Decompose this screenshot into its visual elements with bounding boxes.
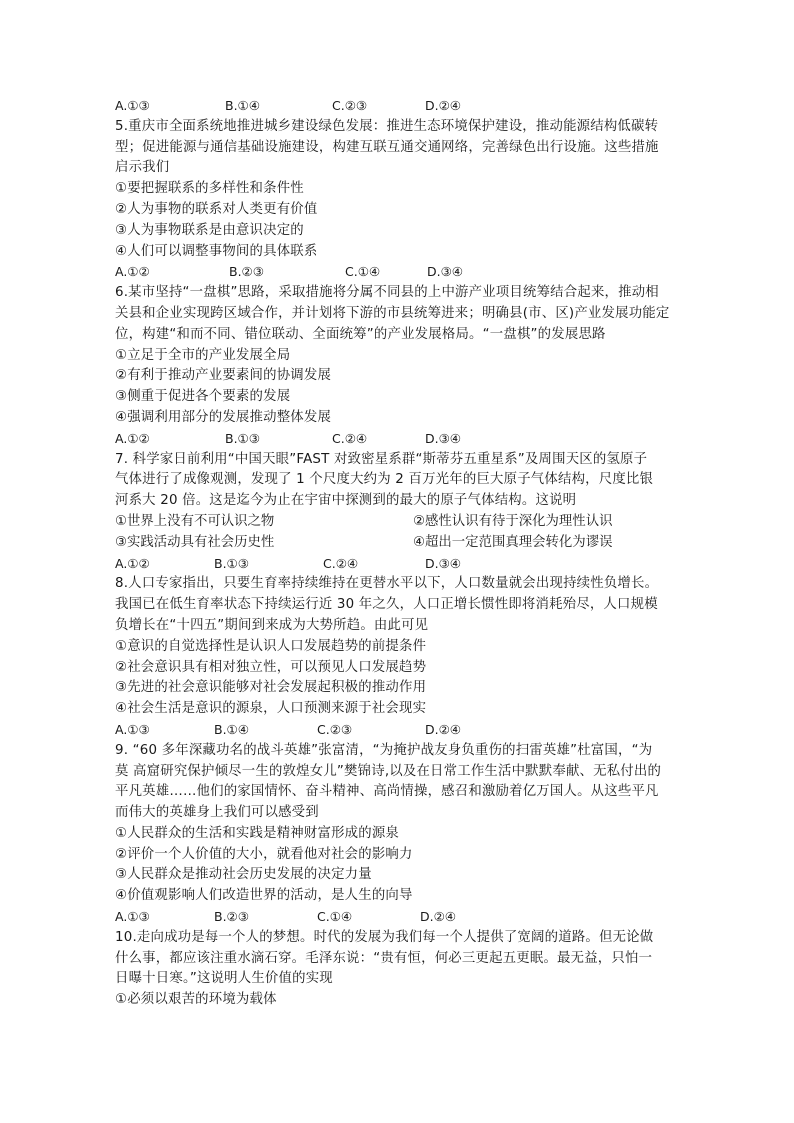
q7-options-row — [115, 533, 675, 554]
choice-a: A.①② — [115, 430, 150, 446]
q9-stem-line: 平凡英雄……他们的家国情怀、奋斗精神、高尚情操，感召和激励着亿万国人。从这些平凡 — [115, 784, 659, 800]
q9-choices — [115, 907, 675, 928]
choice-b: B.②③ — [214, 909, 249, 925]
q6-stem-line: 6.某市坚持“一盘棋”思路，采取措施将分属不同县的上中游产业项目统筹结合起来，推动相 — [115, 285, 659, 301]
choice-d: D.③④ — [425, 555, 462, 571]
q7-option: ③实践活动具有社会历史性 — [115, 534, 275, 550]
q6-option: ④强调利用部分的发展推动整体发展 — [115, 409, 332, 425]
q5-option: ①要把握联系的多样性和条件性 — [115, 181, 304, 197]
choice-a: A.①② — [115, 555, 150, 571]
choice-a: A.①③ — [115, 98, 150, 113]
q9-option: ①人民群众的生活和实践是精神财富形成的源泉 — [115, 825, 400, 841]
q8-choices — [115, 720, 675, 741]
choice-d: D.③④ — [425, 430, 462, 446]
q6-option: ③侧重于促进各个要素的发展 — [115, 389, 291, 405]
q9-stem-line: 而伟大的英雄身上我们可以感受到 — [115, 805, 319, 821]
choice-d: D.③④ — [427, 264, 464, 280]
q8-option: ④社会生活是意识的源泉，人口预测来源于社会现实 — [115, 701, 427, 717]
choice-c: C.①④ — [317, 909, 353, 925]
q6-option: ①立足于全市的产业发展全局 — [115, 347, 291, 363]
choice-b: B.②③ — [229, 264, 264, 280]
choice-a: A.①② — [115, 264, 150, 280]
choice-a: A.①③ — [115, 909, 150, 925]
q8-option: ③先进的社会意识能够对社会发展起积极的推动作用 — [115, 680, 427, 696]
q10-stem-line: 什么事，都应该注重水滴石穿。毛泽东说：“贵有恒，何必三更起五更眠。最无益，只怕一 — [115, 950, 653, 966]
choice-d: D.②④ — [420, 909, 457, 925]
choice-b: B.①③ — [225, 430, 260, 446]
q10-stem-line: 日曝十日寒。”这说明人生价值的实现 — [115, 971, 333, 987]
choice-d: D.②④ — [425, 721, 462, 737]
q8-option: ①意识的自觉选择性是认识人口发展趋势的前提条件 — [115, 638, 427, 654]
q7-option: ④超出一定范围真理会转化为谬误 — [413, 534, 613, 550]
q7-options-row — [115, 512, 675, 533]
q7-stem-line: 河系大 20 倍。这是迄今为止在宇宙中探测到的最大的原子气体结构。这说明 — [115, 493, 577, 509]
q10-stem-line: 10.走向成功是每一个人的梦想。时代的发展为我们每一个人提供了宽阔的道路。但无论做 — [115, 929, 654, 945]
q10-option: ①必须以艰苦的环境为载体 — [115, 992, 277, 1008]
choice-d: D.②④ — [425, 98, 462, 113]
q5-choices — [115, 262, 675, 283]
q7-option: ①世界上没有不可认识之物 — [115, 513, 275, 529]
q8-stem-line: 8.人口专家指出，只要生育率持续维持在更替水平以下，人口数量就会出现持续性负增长。 — [115, 576, 659, 592]
q6-stem-line: 位，构建“和而不同、错位联动、全面统筹”的产业发展格局。“一盘棋”的发展思路 — [115, 326, 606, 342]
choice-c: C.①④ — [345, 264, 381, 280]
q5-stem-line: 5.重庆市全面系统地推进城乡建设绿色发展：推进生态环境保护建设，推动能源结构低碳转 — [115, 118, 659, 134]
q7-stem-line: 气体进行了成像观测，发现了 1 个尺度大约为 2 百万光年的巨大原子气体结构，尺度比银 — [115, 472, 654, 488]
choice-c: C.②④ — [323, 555, 359, 571]
q5-stem-line: 启示我们 — [115, 160, 170, 176]
q5-option: ②人为事物的联系对人类更有价值 — [115, 201, 318, 217]
q4-choices — [115, 96, 675, 117]
q8-option: ②社会意识具有相对独立性，可以预见人口发展趋势 — [115, 659, 427, 675]
choice-b: B.①④ — [225, 98, 260, 113]
choice-c: C.②④ — [332, 430, 368, 446]
q9-stem-line: 9. “60 多年深藏功名的战斗英雄”张富清，“为掩护战友身负重伤的扫雷英雄”杜富国，“为 — [115, 742, 653, 758]
q6-option: ②有利于推动产业要素间的协调发展 — [115, 368, 332, 384]
q5-option: ③人为事物联系是由意识决定的 — [115, 222, 304, 238]
q8-stem-line: 负增长在“十四五”期间到来成为大势所趋。由此可见 — [115, 617, 429, 633]
choice-b: B.①④ — [214, 721, 249, 737]
q8-stem-line: 我国已在低生育率状态下持续运行近 30 年之久，人口正增长惯性即将消耗殆尽，人口规模 — [115, 597, 658, 613]
q6-stem-line: 关县和企业实现跨区域合作，并计划将下游的市县统筹进来；明确县(市、区)产业发展功能定 — [115, 305, 670, 321]
choice-c: C.②③ — [317, 721, 353, 737]
choice-a: A.①③ — [115, 721, 150, 737]
q9-option: ③人民群众是推动社会历史发展的决定力量 — [115, 867, 372, 883]
q5-option: ④人们可以调整事物间的具体联系 — [115, 243, 318, 259]
q7-choices — [115, 554, 675, 575]
q9-stem-line: 莫 高窟研究保护倾尽一生的敦煌女儿”樊锦诗,以及在日常工作生活中默默奉献、无私付出的 — [115, 763, 662, 779]
exam-content — [115, 96, 675, 1011]
q9-option: ②评价一个人价值的大小，就看他对社会的影响力 — [115, 846, 413, 862]
q7-stem-line: 7. 科学家日前利用“中国天眼”FAST 对致密星系群“斯蒂芬五重星系”及周围天区的氢原子 — [115, 451, 648, 467]
choice-c: C.②③ — [332, 98, 368, 113]
q6-choices — [115, 429, 675, 450]
choice-b: B.①③ — [214, 555, 249, 571]
q7-option: ②感性认识有待于深化为理性认识 — [413, 513, 613, 529]
q9-option: ④价值观影响人们改造世界的活动，是人生的向导 — [115, 888, 413, 904]
q5-stem-line: 型；促进能源与通信基础设施建设，构建互联互通交通网络，完善绿色出行设施。这些措施 — [115, 139, 659, 155]
